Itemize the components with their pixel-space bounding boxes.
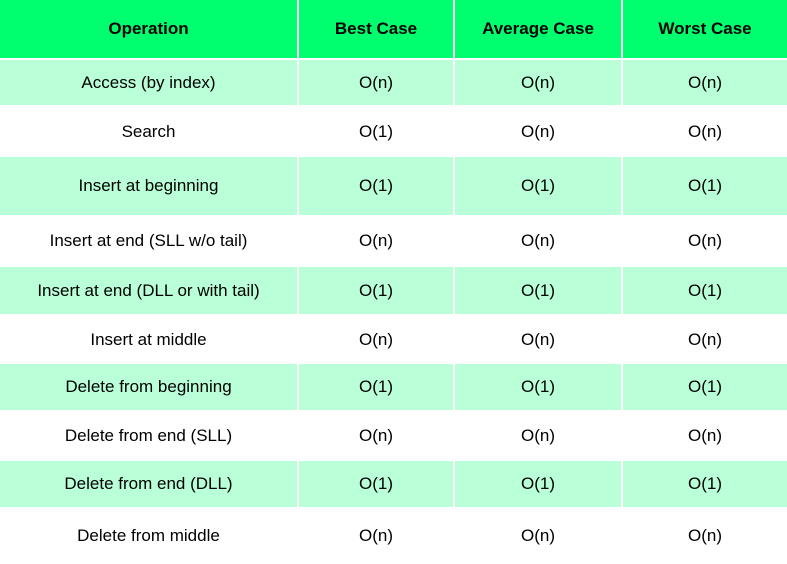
table-row	[0, 107, 787, 157]
best-case-cell: O(n)	[297, 60, 453, 105]
operation-cell: Delete from middle	[77, 526, 220, 545]
average-case-cell: O(n)	[453, 107, 621, 157]
operation-cell: Insert at middle	[90, 329, 207, 349]
table-row	[0, 412, 787, 460]
best-case-cell: O(n)	[297, 217, 453, 265]
table-row	[0, 267, 787, 314]
worst-case-cell: O(n)	[621, 316, 787, 363]
worst-case-cell: O(n)	[621, 217, 787, 265]
worst-case-cell: O(1)	[621, 267, 787, 314]
best-case-cell: O(n)	[297, 316, 453, 363]
table-row	[0, 316, 787, 363]
operation-cell: Insert at beginning	[78, 176, 219, 195]
worst-case-cell: O(1)	[621, 461, 787, 507]
table-row	[0, 60, 787, 105]
table-header-row	[0, 0, 787, 58]
average-case-cell: O(n)	[453, 316, 621, 363]
operation-cell: Insert at end (DLL or with tail)	[37, 280, 260, 300]
header-operation: Operation	[108, 19, 189, 38]
table-row	[0, 157, 787, 215]
worst-case-cell: O(n)	[621, 107, 787, 157]
best-case-cell: O(n)	[297, 508, 453, 564]
best-case-cell: O(1)	[297, 364, 453, 410]
worst-case-cell: O(1)	[621, 364, 787, 410]
operation-cell: Delete from end (SLL)	[64, 426, 233, 445]
worst-case-cell: O(1)	[621, 157, 787, 215]
average-case-cell: O(1)	[453, 461, 621, 507]
table-row	[0, 461, 787, 507]
worst-case-cell: O(n)	[621, 412, 787, 460]
best-case-cell: O(1)	[297, 107, 453, 157]
average-case-cell: O(n)	[453, 60, 621, 105]
average-case-cell: O(n)	[453, 508, 621, 564]
operation-cell: Delete from beginning	[65, 377, 232, 396]
table-row	[0, 364, 787, 410]
header-worst-case: Worst Case	[621, 0, 787, 58]
table-row	[0, 508, 787, 564]
best-case-cell: O(1)	[297, 461, 453, 507]
average-case-cell: O(n)	[453, 412, 621, 460]
average-case-cell: O(n)	[453, 217, 621, 265]
operation-cell: Delete from end (DLL)	[64, 474, 233, 493]
operation-cell: Insert at end (SLL w/o tail)	[49, 231, 248, 250]
header-best-case: Best Case	[297, 0, 453, 58]
worst-case-cell: O(n)	[621, 508, 787, 564]
average-case-cell: O(1)	[453, 364, 621, 410]
best-case-cell: O(n)	[297, 412, 453, 460]
best-case-cell: O(1)	[297, 267, 453, 314]
worst-case-cell: O(n)	[621, 60, 787, 105]
average-case-cell: O(1)	[453, 267, 621, 314]
average-case-cell: O(1)	[453, 157, 621, 215]
operation-cell: Access (by index)	[81, 72, 216, 92]
header-average-case: Average Case	[453, 0, 621, 58]
table-row	[0, 217, 787, 265]
best-case-cell: O(1)	[297, 157, 453, 215]
operation-cell: Search	[121, 122, 176, 141]
